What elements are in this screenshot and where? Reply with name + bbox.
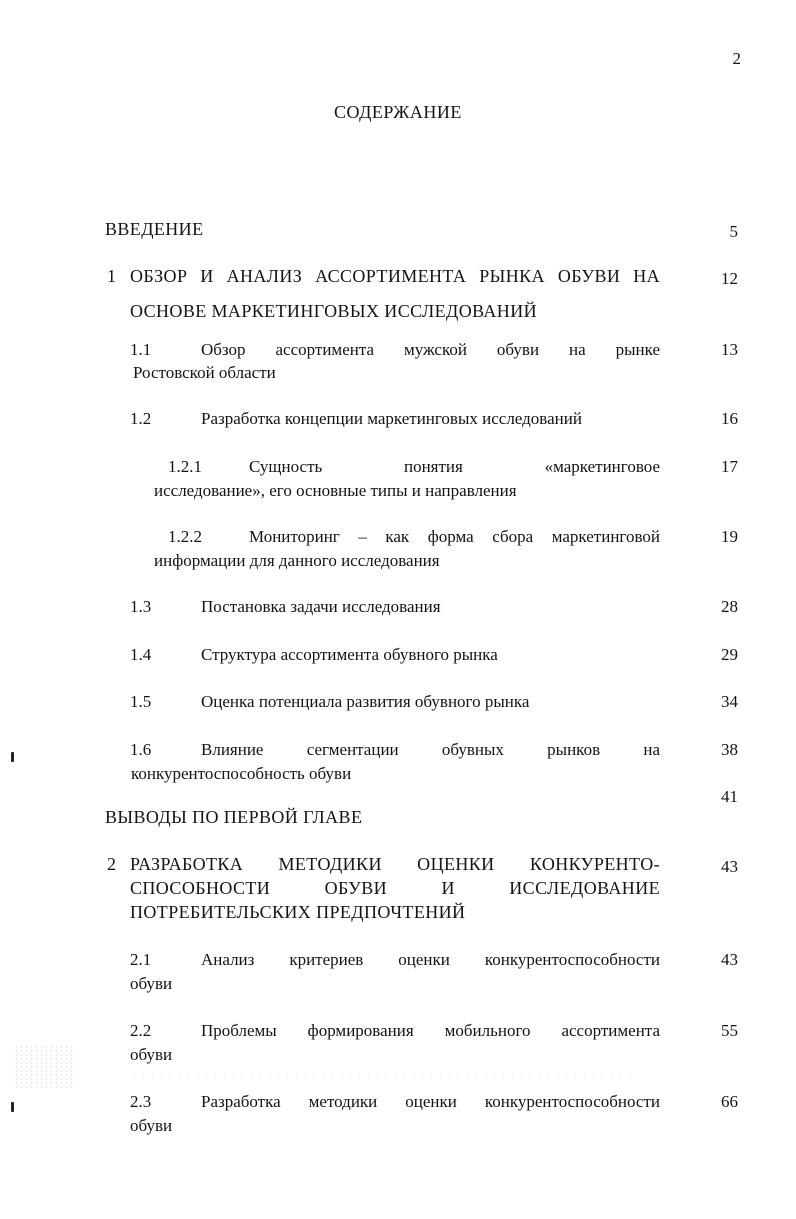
scan-noise xyxy=(14,1045,74,1090)
toc-ch1-line1: ОБЗОР И АНАЛИЗ АССОРТИМЕНТА РЫНКА ОБУВИ НА xyxy=(130,266,660,286)
scan-mark xyxy=(11,752,14,762)
scan-mark xyxy=(11,1102,14,1112)
toc-1-3-page: 28 xyxy=(721,597,738,616)
toc-intro-label: ВВЕДЕНИЕ xyxy=(105,219,204,239)
toc-1-5-page: 34 xyxy=(721,692,738,711)
toc-ch2-page: 43 xyxy=(721,857,738,876)
toc-1-3-num: 1.3 xyxy=(130,597,152,616)
toc-1-1-num: 1.1 xyxy=(130,340,152,359)
toc-ch2-line1: РАЗРАБОТКА МЕТОДИКИ ОЦЕНКИ КОНКУРЕНТО- xyxy=(130,854,660,874)
toc-1-1-page: 13 xyxy=(721,340,738,359)
page-number: 2 xyxy=(732,49,741,68)
toc-ch1-num: 1 xyxy=(107,266,117,286)
toc-2-2-line1: Проблемы формирования мобильного ассортимента xyxy=(201,1021,660,1040)
toc-1-2-num: 1.2 xyxy=(130,409,152,428)
toc-1-5-label: Оценка потенциала развития обувного рынка xyxy=(201,692,530,711)
toc-1-6-page: 38 xyxy=(721,740,738,759)
toc-1-2-1-line1: Сущность понятия «маркетинговое xyxy=(249,457,660,476)
toc-1-1-line1: Обзор ассортимента мужской обуви на рынке xyxy=(201,340,660,359)
toc-conclusions-page: 41 xyxy=(721,787,738,806)
page-title: СОДЕРЖАНИЕ xyxy=(334,102,462,122)
scan-noise xyxy=(130,1070,630,1082)
toc-1-2-1-line2: исследование», его основные типы и направления xyxy=(154,481,517,500)
toc-1-4-label: Структура ассортимента обувного рынка xyxy=(201,645,498,664)
toc-2-3-line2: обуви xyxy=(130,1116,173,1135)
toc-1-4-num: 1.4 xyxy=(130,645,152,664)
toc-2-2-page: 55 xyxy=(721,1021,738,1040)
toc-1-6-num: 1.6 xyxy=(130,740,152,759)
toc-2-1-line2: обуви xyxy=(130,974,173,993)
toc-ch2-num: 2 xyxy=(107,854,117,874)
toc-2-1-page: 43 xyxy=(721,950,738,969)
toc-1-2-2-line1: Мониторинг – как форма сбора маркетинговой xyxy=(249,527,660,546)
toc-ch2-line3: ПОТРЕБИТЕЛЬСКИХ ПРЕДПОЧТЕНИЙ xyxy=(130,902,466,922)
toc-1-6-line1: Влияние сегментации обувных рынков на xyxy=(201,740,660,759)
toc-2-1-num: 2.1 xyxy=(130,950,152,969)
toc-1-2-2-num: 1.2.2 xyxy=(168,527,202,546)
toc-ch1-page: 12 xyxy=(721,269,738,288)
toc-2-3-page: 66 xyxy=(721,1092,738,1111)
toc-2-1-line1: Анализ критериев оценки конкурентоспособности xyxy=(201,950,660,969)
toc-1-6-line2: конкурентоспособность обуви xyxy=(131,764,352,783)
toc-1-5-num: 1.5 xyxy=(130,692,152,711)
toc-intro-page: 5 xyxy=(729,222,738,241)
toc-1-2-1-num: 1.2.1 xyxy=(168,457,202,476)
toc-2-3-num: 2.3 xyxy=(130,1092,152,1111)
toc-2-2-num: 2.2 xyxy=(130,1021,152,1040)
toc-1-4-page: 29 xyxy=(721,645,738,664)
toc-1-3-label: Постановка задачи исследования xyxy=(201,597,441,616)
toc-2-2-line2: обуви xyxy=(130,1045,173,1064)
toc-1-2-2-page: 19 xyxy=(721,527,738,546)
toc-1-2-page: 16 xyxy=(721,409,738,428)
toc-1-2-label: Разработка концепции маркетинговых исследований xyxy=(201,409,582,428)
toc-1-2-1-page: 17 xyxy=(721,457,738,476)
toc-2-3-line1: Разработка методики оценки конкурентоспособности xyxy=(201,1092,660,1111)
toc-1-1-line2: Ростовской области xyxy=(133,363,276,382)
toc-ch2-line2: СПОСОБНОСТИ ОБУВИ И ИССЛЕДОВАНИЕ xyxy=(130,878,660,898)
toc-conclusions-label: ВЫВОДЫ ПО ПЕРВОЙ ГЛАВЕ xyxy=(105,807,363,827)
toc-ch1-line2: ОСНОВЕ МАРКЕТИНГОВЫХ ИССЛЕДОВАНИЙ xyxy=(130,301,538,321)
toc-1-2-2-line2: информации для данного исследования xyxy=(154,551,440,570)
